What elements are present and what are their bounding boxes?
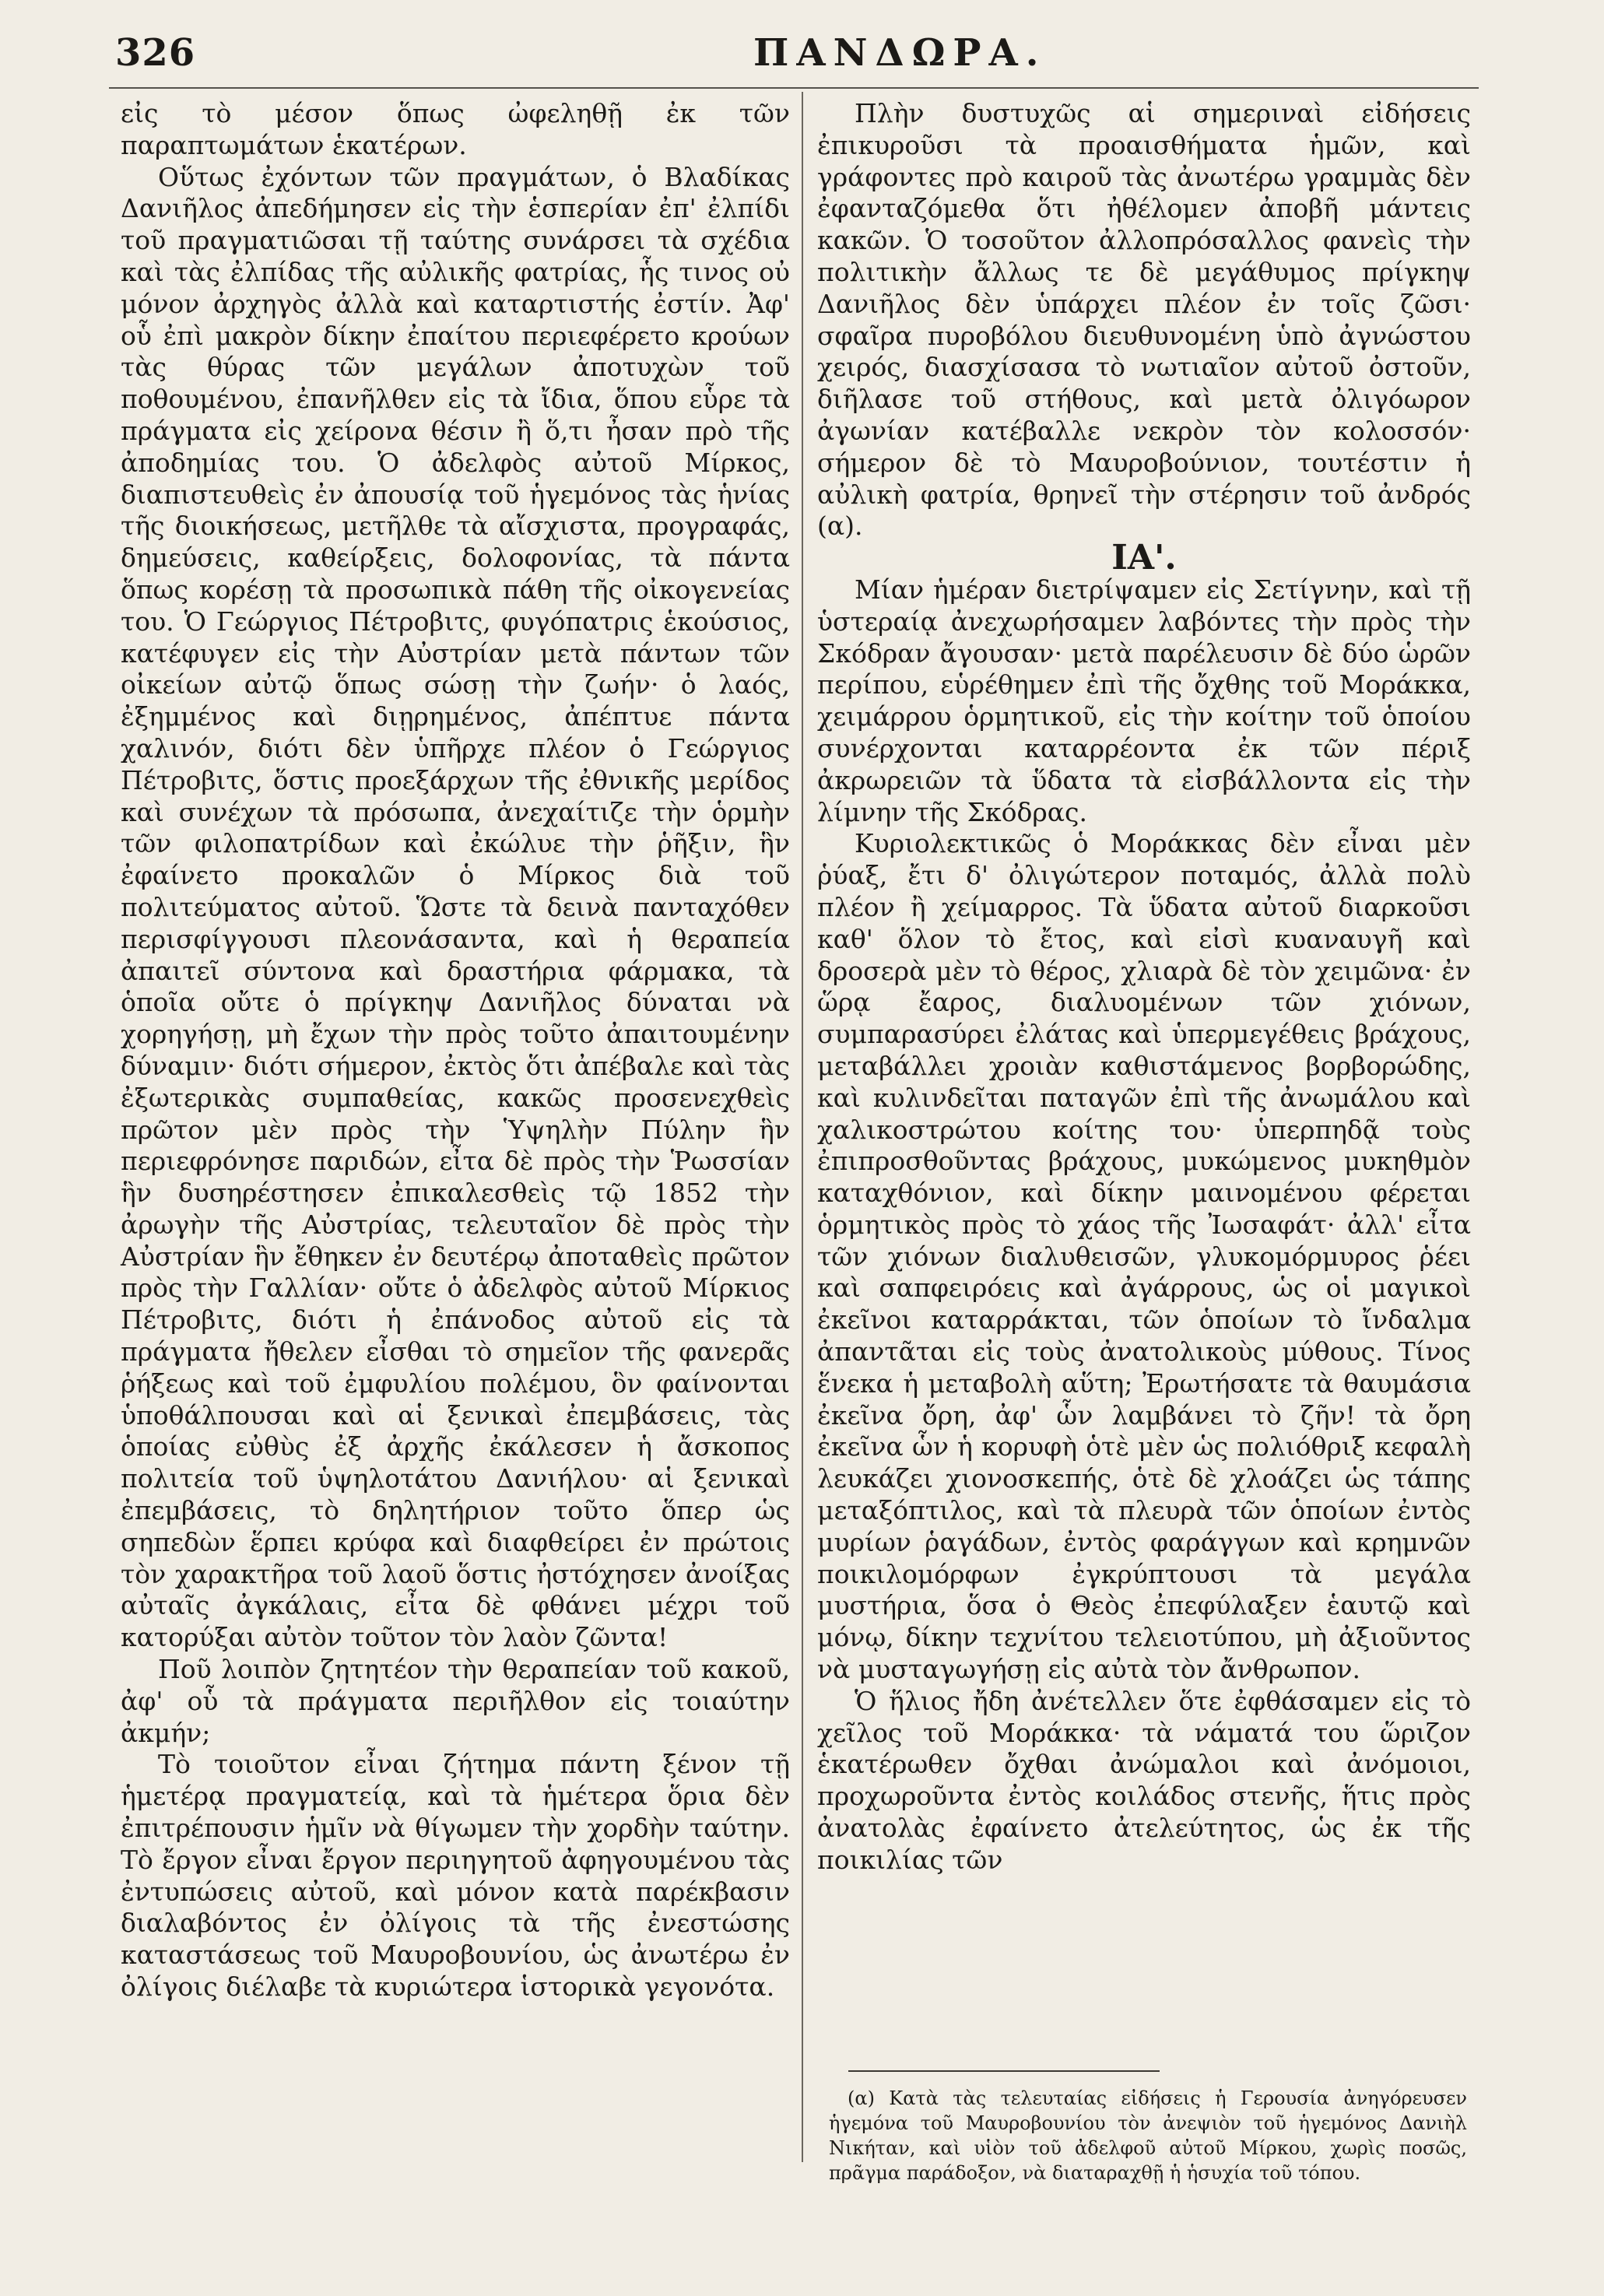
page-number: 326 bbox=[115, 31, 196, 75]
left-paragraph: Ποῦ λοιπὸν ζητητέον τὴν θεραπείαν τοῦ κακοῦ, ἀφ' οὗ τὰ πράγματα περιῆλθον εἰς τοιαύτην ἀκμήν; bbox=[121, 1654, 790, 1748]
left-column bbox=[121, 98, 790, 2003]
left-paragraph: Τὸ τοιοῦτον εἶναι ζήτημα πάντη ξένον τῇ ἡμετέρᾳ πραγματείᾳ, καὶ τὰ ἡμέτερα ὅρια δὲν ἐπιτρέπουσιν ἡμῖν νὰ θίγωμεν τὴν χορδὴν ταύτην. Τὸ ἔργον εἶναι ἔργον περιηγητοῦ ἀφηγουμένου τὰς ἐντυπώσεις αὐτοῦ, καὶ μόνον κατὰ παρέκβασιν διαλαβόντος ἐν ὀλίγοις τὰ τῆς ἐνεστώσης καταστάσεως τοῦ Μαυροβουνίου, ὡς ἀνωτέρω ἐν ὀλίγοις διέλαβε τὰ κυριώτερα ἱστορικὰ γεγονότα. bbox=[121, 1749, 790, 2003]
right-paragraph: Ὁ ἥλιος ἤδη ἀνέτελλεν ὅτε ἐφθάσαμεν εἰς τὸ χεῖλος τοῦ Μοράκκα· τὰ νάματά του ὥριζον ἑκατέρωθεν ὄχθαι ἀνώμαλοι καὶ ἀνόμοιοι, προχωροῦντα ἐντὸς κοιλάδος στενῆς, ἥτις πρὸς ἀνατολὰς ἐφαίνετο ἀτελεύτητος, ὡς ἐκ τῆς ποικιλίας τῶν bbox=[817, 1685, 1471, 1875]
footnote-rule bbox=[848, 2070, 1160, 2072]
right-paragraph: Πλὴν δυστυχῶς αἱ σημεριναὶ εἰδήσεις ἐπικυροῦσι τὰ προαισθήματα ἡμῶν, καὶ γράφοντες πρὸ καιροῦ τὰς ἀνωτέρω γραμμὰς δὲν ἐφανταζόμεθα ὅτι ἠθέλομεν ἀποβῆ μάντεις κακῶν. Ὁ τοσοῦτον ἀλλοπρόσαλλος φανεὶς τὴν πολιτικὴν ἄλλως τε δὲ μεγάθυμος πρίγκηψ Δανιῆλος δὲν ὑπάρχει πλέον ἐν τοῖς ζῶσι· σφαῖρα πυροβόλου διευθυνομένη ὑπὸ ἀγνώστου χειρός, διασχίσασα τὸ νωτιαῖον αὐτοῦ ὀστοῦν, διῆλασε τοῦ στήθους, καὶ μετὰ ὀλιγόωρον ἀγωνίαν κατέβαλλε νεκρὸν τὸν κολοσσόν· σήμερον δὲ τὸ Μαυροβούνιον, τουτέστιν ἡ αὐλικὴ φατρία, θρηνεῖ τὴν στέρησιν τοῦ ἀνδρός (α). bbox=[817, 98, 1471, 542]
footnote: (α) Κατὰ τὰς τελευταίας εἰδήσεις ἡ Γερουσία ἀνηγόρευσεν ἡγεμόνα τοῦ Μαυροβουνίου τὸν ἀνεψιὸν τοῦ ἡγεμόνος Δανιὴλ Νικήταν, καὶ υἱὸν τοῦ ἀδελφοῦ αὐτοῦ Μίρκου, χωρὶς ποσῶς, πρᾶγμα παράδοξον, νὰ διαταραχθῇ ἡ ἡσυχία τοῦ τόπου. bbox=[829, 2087, 1467, 2184]
column-divider bbox=[802, 92, 803, 2162]
right-column bbox=[817, 98, 1471, 1876]
section-heading: ΙΑ'. bbox=[1111, 538, 1177, 578]
right-paragraph: Κυριολεκτικῶς ὁ Μοράκκας δὲν εἶναι μὲν ῥύαξ, ἔτι δ' ὀλιγώτερον ποταμός, ἀλλὰ πολὺ πλέον ἢ χείμαρρος. Τὰ ὕδατα αὐτοῦ διαρκοῦσι καθ' ὅλον τὸ ἔτος, καὶ εἰσὶ κυαναυγῆ καὶ δροσερὰ μὲν τὸ θέρος, χλιαρὰ δὲ τὸν χειμῶνα· ἐν ὥρᾳ ἔαρος, διαλυομένων τῶν χιόνων, συμπαρασύρει ἐλάτας καὶ ὑπερμεγέθεις βράχους, μεταβάλλει χροιὰν καθιστάμενος βορβορώδης, καὶ κυλινδεῖται παταγῶν ἐπὶ τῆς ἀνωμάλου καὶ χαλικοστρώτου κοίτης του· ὑπερπηδᾷ τοὺς ἐπιπροσθοῦντας βράχους, μυκώμενος μυκηθμὸν καταχθόνιον, καὶ δίκην μαινομένου φέρεται ὁρμητικὸς πρὸς τὸ χάος τῆς Ἰωσαφάτ· ἀλλ' εἶτα τῶν χιόνων διαλυθεισῶν, γλυκομόρμυρος ῥέει καὶ σαπφειρόεις καὶ ἀγάρρους, ὡς οἱ μαγικοὶ ἐκεῖνοι καταρράκται, τῶν ὁποίων τὸ ἴνδαλμα ἀπαντᾶται εἰς τοὺς ἀνατολικοὺς μύθους. Τίνος ἕνεκα ἡ μεταβολὴ αὕτη; Ἐρωτήσατε τὰ θαυμάσια ἐκεῖνα ὄρη, ἀφ' ὧν λαμβάνει τὸ ζῆν! τὰ ὄρη ἐκεῖνα ὧν ἡ κορυφὴ ὁτὲ μὲν ὡς πολιόθριξ κεφαλὴ λευκάζει χιονοσκεπής, ὁτὲ δὲ χλοάζει ὡς τάπης μεταξόπτιλος, καὶ τὰ πλευρὰ τῶν ὁποίων ἐντὸς μυρίων ῥαγάδων, ἐντὸς φαράγγων καὶ κρημνῶν ποικιλομόρφων ἐγκρύπτουσι τὰ μεγάλα μυστήρια, ὅσα ὁ Θεὸς ἐπεφύλαξεν ἑαυτῷ καὶ μόνῳ, δίκην τεχνίτου τελειοτύπου, μὴ ἀξιοῦντος νὰ μυσταγωγήσῃ εἰς αὐτὰ τὸν ἄνθρωπον. bbox=[817, 828, 1471, 1685]
left-paragraph: εἰς τὸ μέσον ὅπως ὠφεληθῇ ἐκ τῶν παραπτωμάτων ἑκατέρων. bbox=[121, 98, 790, 160]
running-head-title: ΠΑΝΔΩΡΑ. bbox=[753, 31, 1047, 75]
left-paragraph: Οὕτως ἐχόντων τῶν πραγμάτων, ὁ Βλαδίκας Δανιῆλος ἀπεδήμησεν εἰς τὴν ἑσπερίαν ἐπ' ἐλπίδι τοῦ πραγματιῶσαι τῇ ταύτης συνάρσει τὰ σχέδια καὶ τὰς ἐλπίδας τῆς αὐλικῆς φατρίας, ἧς τινος οὐ μόνον ἀρχηγὸς ἀλλὰ καὶ καταρτιστής ἐστίν. Ἀφ' οὗ ἐπὶ μακρὸν δίκην ἐπαίτου περιεφέρετο κρούων τὰς θύρας τῶν μεγάλων ἀποτυχὼν τοῦ ποθουμένου, ἐπανῆλθεν εἰς τὰ ἴδια, ὅπου εὗρε τὰ πράγματα εἰς χείρονα θέσιν ἢ ὅ,τι ἦσαν πρὸ τῆς ἀποδημίας του. Ὁ ἀδελφὸς αὐτοῦ Μίρκος, διαπιστευθεὶς ἐν ἀπουσίᾳ τοῦ ἡγεμόνος τὰς ἡνίας τῆς διοικήσεως, μετῆλθε τὰ αἴσχιστα, προγραφάς, δημεύσεις, καθείρξεις, δολοφονίας, τὰ πάντα ὅπως κορέσῃ τὰ προσωπικὰ πάθη τῆς οἰκογενείας του. Ὁ Γεώργιος Πέτροβιτς, φυγόπατρις ἑκούσιος, κατέφυγεν εἰς τὴν Αὐστρίαν μετὰ πάντων τῶν οἰκείων αὐτῷ ὅπως σώσῃ τὴν ζωήν· ὁ λαός, ἐξημμένος καὶ διῃρημένος, ἀπέπτυε πάντα χαλινόν, διότι δὲν ὑπῆρχε πλέον ὁ Γεώργιος Πέτροβιτς, ὅστις προεξάρχων τῆς ἐθνικῆς μερίδος καὶ συνέχων τὰ πρόσωπα, ἀνεχαίτιζε τὴν ὁρμὴν τῶν φιλοπατρίδων καὶ ἐκώλυε τὴν ῥῆξιν, ἣν ἐφαίνετο προκαλῶν ὁ Μίρκος διὰ τοῦ πολιτεύματος αὐτοῦ. Ὥστε τὰ δεινὰ πανταχόθεν περισφίγγουσι πλεονάσαντα, καὶ ἡ θεραπεία ἀπαιτεῖ σύντονα καὶ δραστήρια φάρμακα, τὰ ὁποῖα οὔτε ὁ πρίγκηψ Δανιῆλος δύναται νὰ χορηγήσῃ, μὴ ἔχων τὴν πρὸς τοῦτο ἀπαιτουμένην δύναμιν· διότι σήμερον, ἐκτὸς ὅτι ἀπέβαλε καὶ τὰς ἐξωτερικὰς συμπαθείας, κακῶς προσενεχθεὶς πρῶτον μὲν πρὸς τὴν Ὑψηλὴν Πύλην ἣν περιεφρόνησε παριδών, εἶτα δὲ πρὸς τὴν Ῥωσσίαν ἣν δυσηρέστησεν ἐπικαλεσθεὶς τῷ 1852 τὴν ἀρωγὴν τῆς Αὐστρίας, τελευταῖον δὲ πρὸς τὴν Αὐστρίαν ἣν ἔθηκεν ἐν δευτέρῳ ἀποταθεὶς πρῶτον πρὸς τὴν Γαλλίαν· οὔτε ὁ ἀδελφὸς αὐτοῦ Μίρκιος Πέτροβιτς, διότι ἡ ἐπάνοδος αὐτοῦ εἰς τὰ πράγματα ἤθελεν εἶσθαι τὸ σημεῖον τῆς φανερᾶς ῥήξεως καὶ τοῦ ἐμφυλίου πολέμου, ὃν φαίνονται ὑποθάλπουσαι καὶ αἱ ξενικαὶ ἐπεμβάσεις, τὰς ὁποίας εὐθὺς ἐξ ἀρχῆς ἐκάλεσεν ἡ ἄσκοπος πολιτεία τοῦ ὑψηλοτάτου Δανιήλου· αἱ ξενικαὶ ἐπεμβάσεις, τὸ δηλητήριον τοῦτο ὅπερ ὡς σηπεδὼν ἕρπει κρύφα καὶ διαφθείρει ἐν πρώτοις τὸν χαρακτῆρα τοῦ λαοῦ ὅστις ἠστόχησεν ἀνοίξας αὐταῖς ἀγκάλαις, εἶτα δὲ φθάνει μέχρι τοῦ κατορύξαι αὐτὸν τοῦτον τὸν λαὸν ζῶντα! bbox=[121, 161, 790, 1653]
header-rule bbox=[109, 87, 1479, 89]
right-paragraph: Μίαν ἡμέραν διετρίψαμεν εἰς Σετίγνην, καὶ τῇ ὑστεραίᾳ ἀνεχωρήσαμεν λαβόντες τὴν πρὸς τὴν Σκόδραν ἄγουσαν· μετὰ παρέλευσιν δὲ δύο ὡρῶν περίπου, εὑρέθημεν ἐπὶ τῆς ὄχθης τοῦ Μοράκκα, χειμάρρου ὁρμητικοῦ, εἰς τὴν κοίτην τοῦ ὁποίου συνέρχονται καταρρέοντα ἐκ τῶν πέριξ ἀκρωρειῶν τὰ ὕδατα τὰ εἰσβάλλοντα εἰς τὴν λίμνην τῆς Σκόδρας. bbox=[817, 574, 1471, 827]
page-header bbox=[92, 31, 1524, 86]
